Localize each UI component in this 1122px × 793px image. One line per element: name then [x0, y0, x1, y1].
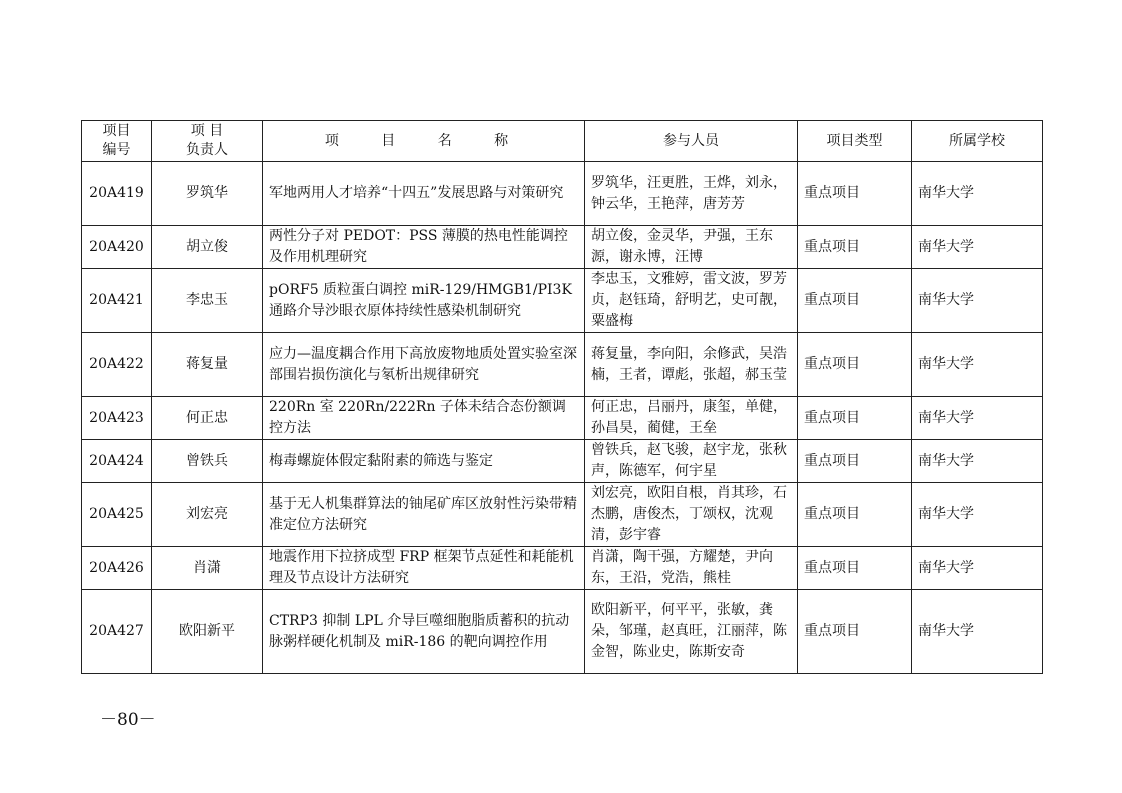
row-project-name: 地震作用下拉挤成型 FRP 框架节点延性和耗能机理及节点设计方法研究 — [263, 547, 585, 590]
row-id: 20A422 — [82, 333, 152, 397]
table-row — [82, 590, 1043, 674]
row-members: 罗筑华，汪更胜，王烨，刘永，钟云华，王艳萍，唐芳芳 — [585, 162, 798, 226]
project-table — [81, 120, 1043, 674]
row-type: 重点项目 — [798, 162, 912, 226]
row-members: 肖潇，陶干强，方耀楚，尹向东，王沿，党浩，熊桂 — [585, 547, 798, 590]
row-project-name: 应力—温度耦合作用下高放废物地质处置实验室深部围岩损伤演化与氡析出规律研究 — [263, 333, 585, 397]
header-members: 参与人员 — [585, 121, 798, 162]
row-type: 重点项目 — [798, 590, 912, 674]
header-type: 项目类型 — [798, 121, 912, 162]
row-project-name: 两性分子对 PEDOT：PSS 薄膜的热电性能调控及作用机理研究 — [263, 226, 585, 269]
row-members: 曾铁兵，赵飞骏，赵宇龙，张秋声，陈德军，何宇星 — [585, 440, 798, 483]
row-type: 重点项目 — [798, 483, 912, 547]
row-type: 重点项目 — [798, 440, 912, 483]
header-name-text: 项 目 名 称 — [324, 132, 523, 149]
header-id-line2: 编号 — [102, 142, 131, 158]
row-lead: 何正忠 — [152, 397, 263, 440]
header-school: 所属学校 — [912, 121, 1043, 162]
row-lead: 李忠玉 — [152, 269, 263, 333]
row-school: 南华大学 — [912, 162, 1043, 226]
row-lead: 蒋复量 — [152, 333, 263, 397]
header-lead — [152, 121, 263, 162]
row-school: 南华大学 — [912, 226, 1043, 269]
row-members: 胡立俊，金灵华，尹强，王东源，谢永博，汪博 — [585, 226, 798, 269]
row-id: 20A419 — [82, 162, 152, 226]
table-row — [82, 440, 1043, 483]
row-lead: 罗筑华 — [152, 162, 263, 226]
row-lead: 刘宏亮 — [152, 483, 263, 547]
row-type: 重点项目 — [798, 226, 912, 269]
row-members: 何正忠，吕丽丹，康玺，单健，孙昌昊，蔺健，王垒 — [585, 397, 798, 440]
row-members: 欧阳新平，何平平，张敏，龚朵，邹瑾，赵真旺，江丽萍，陈金智，陈业史，陈斯安奇 — [585, 590, 798, 674]
table-row — [82, 269, 1043, 333]
row-school: 南华大学 — [912, 440, 1043, 483]
header-id — [82, 121, 152, 162]
row-school: 南华大学 — [912, 483, 1043, 547]
row-type: 重点项目 — [798, 547, 912, 590]
row-school: 南华大学 — [912, 333, 1043, 397]
row-lead: 胡立俊 — [152, 226, 263, 269]
page-number: －80－ — [100, 710, 156, 730]
row-project-name: 220Rn 室 220Rn/222Rn 子体未结合态份额调控方法 — [263, 397, 585, 440]
table-row — [82, 162, 1043, 226]
row-project-name: 梅毒螺旋体假定黏附素的筛选与鉴定 — [263, 440, 585, 483]
table-row — [82, 483, 1043, 547]
row-lead: 欧阳新平 — [152, 590, 263, 674]
row-id: 20A424 — [82, 440, 152, 483]
row-members: 李忠玉，文雅婷，雷文波，罗芳贞，赵钰琦，舒明艺，史可靓，粟盛梅 — [585, 269, 798, 333]
row-school: 南华大学 — [912, 547, 1043, 590]
row-type: 重点项目 — [798, 269, 912, 333]
row-id: 20A426 — [82, 547, 152, 590]
row-type: 重点项目 — [798, 333, 912, 397]
header-id-line1: 项目 — [102, 123, 131, 139]
row-id: 20A427 — [82, 590, 152, 674]
row-id: 20A420 — [82, 226, 152, 269]
row-id: 20A423 — [82, 397, 152, 440]
header-row — [82, 121, 1043, 162]
row-project-name: CTRP3 抑制 LPL 介导巨噬细胞脂质蓄积的抗动脉粥样硬化机制及 miR-186 的靶向调控作用 — [263, 590, 585, 674]
row-school: 南华大学 — [912, 269, 1043, 333]
row-lead: 肖潇 — [152, 547, 263, 590]
header-name — [263, 121, 585, 162]
table-row — [82, 547, 1043, 590]
table-row — [82, 333, 1043, 397]
row-id: 20A425 — [82, 483, 152, 547]
table-row — [82, 397, 1043, 440]
row-project-name: 基于无人机集群算法的铀尾矿库区放射性污染带精准定位方法研究 — [263, 483, 585, 547]
header-lead-line1: 项 目 — [190, 123, 224, 139]
row-id: 20A421 — [82, 269, 152, 333]
row-school: 南华大学 — [912, 397, 1043, 440]
table-row — [82, 226, 1043, 269]
row-project-name: 军地两用人才培养“十四五”发展思路与对策研究 — [263, 162, 585, 226]
header-lead-line2: 负责人 — [186, 142, 228, 158]
row-school: 南华大学 — [912, 590, 1043, 674]
row-members: 蒋复量，李向阳，余修武，吴浩楠，王者，谭彪，张超，郝玉莹 — [585, 333, 798, 397]
row-project-name: pORF5 质粒蛋白调控 miR-129/HMGB1/PI3K 通路介导沙眼衣原体持续性感染机制研究 — [263, 269, 585, 333]
row-type: 重点项目 — [798, 397, 912, 440]
row-members: 刘宏亮，欧阳自根，肖其珍，石杰鹏，唐俊杰，丁颂权，沈观清，彭宇睿 — [585, 483, 798, 547]
row-lead: 曾铁兵 — [152, 440, 263, 483]
